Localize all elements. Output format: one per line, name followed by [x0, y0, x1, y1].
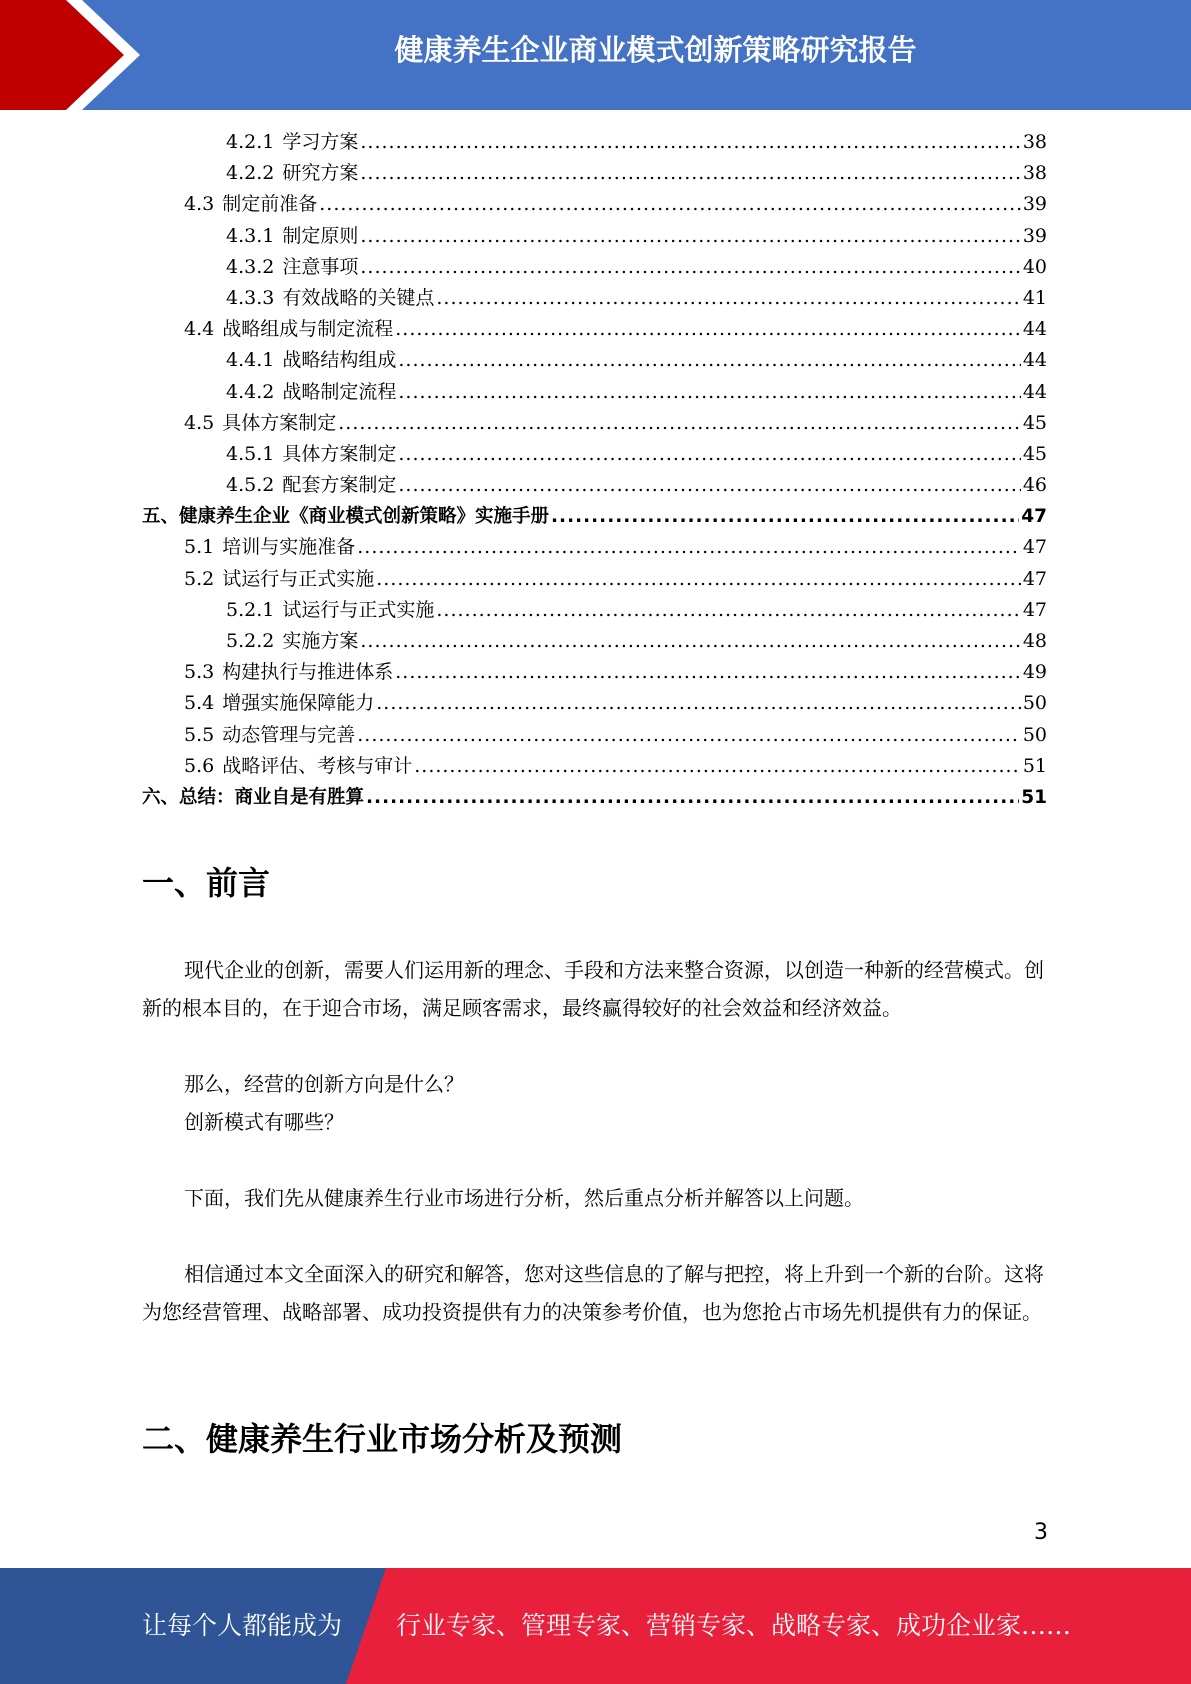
toc-entry-page: 40 — [1022, 255, 1047, 278]
toc-entry[interactable] — [142, 314, 1047, 345]
toc-entry-number: 4.4.1 — [226, 349, 275, 372]
toc-entry[interactable] — [142, 720, 1047, 751]
toc-entry-title: 战略制定流程 — [282, 380, 397, 403]
toc-dot-leader — [398, 470, 1020, 501]
toc-entry-page: 41 — [1022, 286, 1047, 309]
toc-entry-title: 构建执行与推进体系 — [222, 661, 394, 684]
toc-entry-page: 44 — [1022, 349, 1047, 372]
toc-dot-leader — [357, 532, 1021, 563]
toc-entry-title: 制定前准备 — [222, 193, 318, 216]
section-heading-preface: 一、前言 — [142, 864, 271, 902]
toc-entry-number: 5.2.2 — [226, 630, 275, 652]
toc-entry[interactable] — [142, 252, 1047, 283]
toc-entry-number: 4.4.2 — [226, 380, 275, 403]
table-of-contents — [142, 127, 1047, 813]
toc-entry-title: 注意事项 — [282, 255, 359, 278]
toc-entry-page: 38 — [1022, 162, 1047, 185]
toc-entry-title: 试运行与正式实施 — [222, 567, 375, 590]
toc-entry-title: 动态管理与完善 — [222, 723, 356, 746]
paragraph-next: 下面，我们先从健康养生行业市场进行分析，然后重点分析并解答以上问题。 — [184, 1186, 864, 1210]
toc-entry[interactable] — [142, 751, 1047, 782]
toc-dot-leader — [414, 751, 1021, 782]
toc-dot-leader — [376, 564, 1021, 595]
toc-dot-leader — [398, 439, 1020, 470]
toc-entry-title: 五、健康养生企业《商业模式创新策略》实施手册 — [142, 506, 550, 528]
page-number: 3 — [1034, 1520, 1048, 1545]
toc-entry-number: 4.4 — [184, 318, 215, 341]
toc-entry-number: 4.3.1 — [226, 224, 275, 247]
toc-entry-title: 战略评估、考核与审计 — [222, 754, 413, 777]
toc-entry[interactable] — [142, 221, 1047, 252]
toc-entry[interactable] — [142, 688, 1047, 719]
toc-dot-leader — [319, 189, 1021, 220]
toc-entry-number: 5.4 — [184, 692, 215, 715]
toc-entry-number: 5.2 — [184, 567, 215, 590]
header-title: 健康养生企业商业模式创新策略研究报告 — [394, 33, 917, 67]
toc-entry-page: 39 — [1022, 224, 1047, 247]
toc-entry-title: 实施方案 — [282, 630, 359, 652]
section-heading-market: 二、健康养生行业市场分析及预测 — [142, 1420, 623, 1458]
footer-slogan-right: 行业专家、管理专家、营销专家、战略专家、成功企业家…… — [396, 1611, 1072, 1640]
toc-entry-title: 战略组成与制定流程 — [222, 318, 394, 341]
question-models: 创新模式有哪些？ — [184, 1110, 344, 1134]
toc-dot-leader — [366, 782, 1019, 813]
toc-dot-leader — [376, 688, 1021, 719]
toc-entry-page: 50 — [1022, 692, 1047, 715]
toc-entry[interactable] — [142, 158, 1047, 189]
toc-entry-page: 51 — [1021, 786, 1047, 808]
toc-entry-page: 45 — [1022, 442, 1047, 465]
toc-entry-title: 试运行与正式实施 — [282, 598, 435, 621]
toc-entry[interactable] — [142, 532, 1047, 563]
question-direction: 那么，经营的创新方向是什么？ — [184, 1072, 464, 1096]
toc-entry-title: 研究方案 — [282, 162, 359, 185]
paragraph-intro: 现代企业的创新，需要人们运用新的理念、手段和方法来整合资源，以创造一种新的经营模式。创新的根本目的，在于迎合市场，满足顾客需求，最终赢得较好的社会效益和经济效益。 — [142, 958, 1044, 1020]
toc-entry-page: 44 — [1022, 318, 1047, 341]
toc-entry[interactable] — [142, 595, 1047, 626]
toc-entry-page: 50 — [1022, 723, 1047, 746]
toc-entry-title: 学习方案 — [282, 131, 359, 153]
toc-entry[interactable] — [142, 782, 1047, 813]
toc-dot-leader — [436, 595, 1020, 626]
toc-dot-leader — [360, 626, 1020, 657]
toc-entry-title: 培训与实施准备 — [222, 536, 356, 559]
toc-entry-page: 51 — [1022, 754, 1047, 777]
toc-entry-title: 制定原则 — [282, 224, 359, 247]
toc-entry-title: 具体方案制定 — [222, 411, 337, 434]
toc-entry-title: 具体方案制定 — [282, 442, 397, 465]
toc-entry-number: 4.2.1 — [226, 131, 275, 153]
toc-entry-page: 46 — [1022, 474, 1047, 497]
toc-entry-page: 38 — [1022, 131, 1047, 153]
toc-entry[interactable] — [142, 470, 1047, 501]
toc-entry-number: 4.3.2 — [226, 255, 275, 278]
toc-dot-leader — [360, 158, 1020, 189]
toc-entry[interactable] — [142, 657, 1047, 688]
toc-dot-leader — [357, 720, 1021, 751]
page-footer — [0, 1568, 1191, 1684]
toc-entry[interactable] — [142, 408, 1047, 439]
toc-entry-number: 5.2.1 — [226, 598, 275, 621]
toc-dot-leader — [360, 252, 1020, 283]
toc-dot-leader — [436, 283, 1020, 314]
toc-entry[interactable] — [142, 345, 1047, 376]
toc-entry-number: 5.1 — [184, 536, 215, 559]
toc-entry-page: 44 — [1022, 380, 1047, 403]
toc-entry[interactable] — [142, 564, 1047, 595]
toc-dot-leader — [360, 221, 1020, 252]
toc-entry-number: 4.5.2 — [226, 474, 275, 497]
toc-entry-page: 47 — [1022, 567, 1047, 590]
toc-entry-number: 4.3.3 — [226, 286, 275, 309]
toc-entry-number: 5.6 — [184, 754, 215, 777]
toc-entry[interactable] — [142, 377, 1047, 408]
toc-entry-page: 48 — [1022, 630, 1047, 652]
toc-entry-number: 4.5 — [184, 411, 215, 434]
toc-entry-page: 39 — [1022, 193, 1047, 216]
toc-entry-title: 有效战略的关键点 — [282, 286, 435, 309]
toc-entry-number: 4.5.1 — [226, 442, 275, 465]
toc-entry-page: 47 — [1022, 598, 1047, 621]
paragraph-value: 相信通过本文全面深入的研究和解答，您对这些信息的了解与把控，将上升到一个新的台阶。这将为您经营管理、战略部署、成功投资提供有力的决策参考价值，也为您抢占市场先机提供有力的保证。 — [142, 1262, 1044, 1324]
toc-entry[interactable] — [142, 501, 1047, 532]
toc-entry-number: 4.2.2 — [226, 162, 275, 185]
toc-entry-title: 配套方案制定 — [282, 474, 397, 497]
toc-entry-title: 增强实施保障能力 — [222, 692, 375, 715]
toc-entry-number: 5.3 — [184, 661, 215, 684]
toc-entry[interactable] — [142, 283, 1047, 314]
page-header — [0, 0, 1191, 110]
toc-entry[interactable] — [142, 127, 1047, 158]
toc-dot-leader — [398, 345, 1020, 376]
toc-dot-leader — [395, 314, 1021, 345]
toc-entry[interactable] — [142, 189, 1047, 220]
toc-entry-number: 5.5 — [184, 723, 215, 746]
toc-entry-page: 49 — [1022, 661, 1047, 684]
toc-entry-title: 战略结构组成 — [282, 349, 397, 372]
toc-entry-page: 45 — [1022, 411, 1047, 434]
toc-entry[interactable] — [142, 439, 1047, 470]
footer-slogan-left: 让每个人都能成为 — [142, 1611, 343, 1640]
toc-entry-page: 47 — [1021, 506, 1047, 528]
toc-dot-leader — [360, 127, 1020, 158]
toc-dot-leader — [551, 501, 1019, 532]
toc-dot-leader — [338, 408, 1021, 439]
toc-entry-number: 4.3 — [184, 193, 215, 216]
toc-entry[interactable] — [142, 626, 1047, 657]
toc-entry-title: 六、总结：商业自是有胜算 — [142, 786, 365, 808]
toc-entry-page: 47 — [1022, 536, 1047, 559]
toc-dot-leader — [395, 657, 1021, 688]
toc-dot-leader — [398, 377, 1020, 408]
